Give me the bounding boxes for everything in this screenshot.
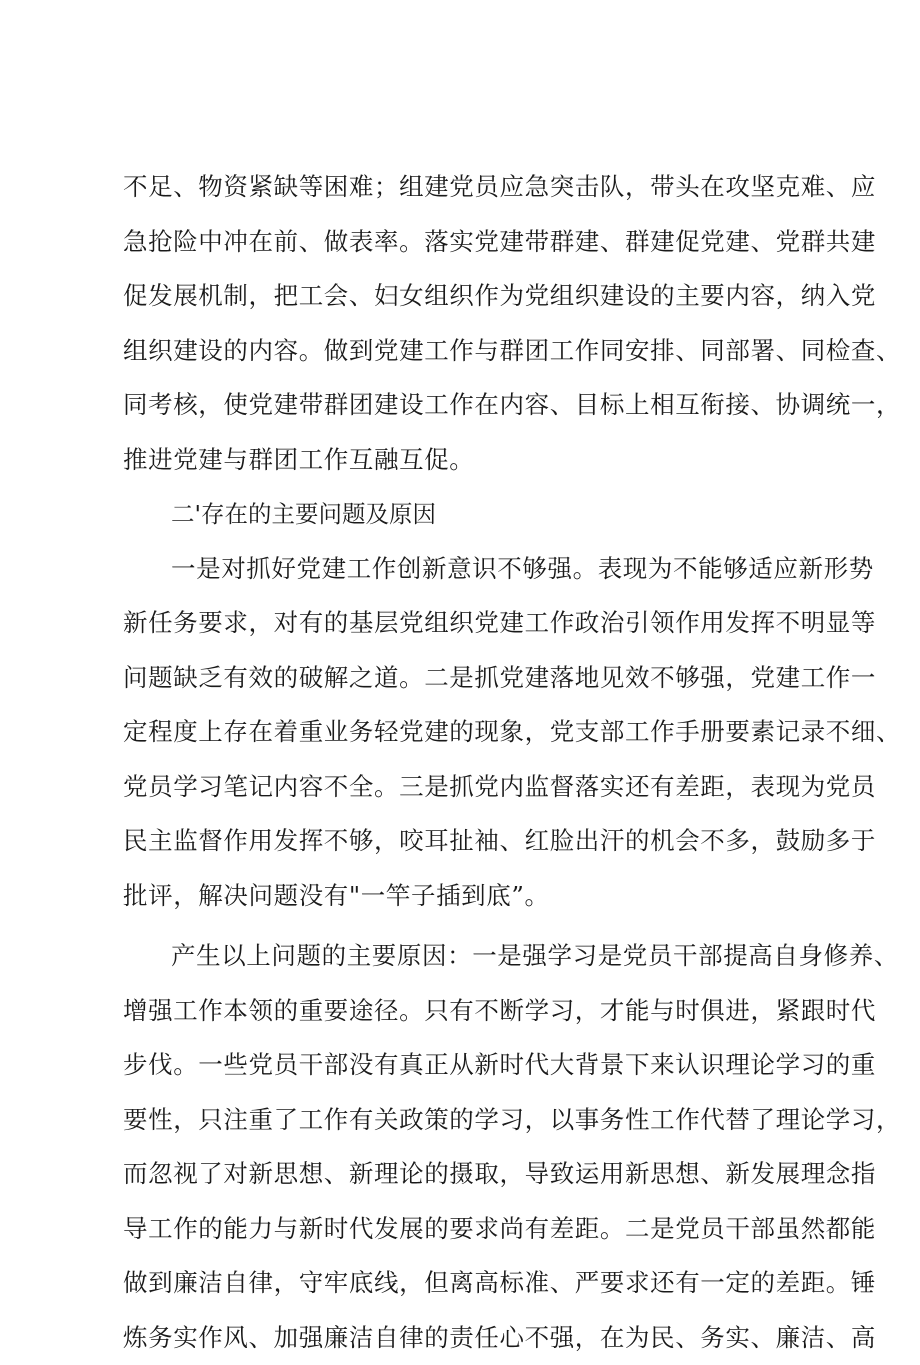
text-line: 要性，只注重了工作有关政策的学习，以事务性工作代替了理论学习， [123, 1093, 823, 1148]
text-line: 新任务要求，对有的基层党组织党建工作政治引领作用发挥不明显等 [123, 596, 823, 651]
text-line: 组织建设的内容。做到党建工作与群团工作同安排、同部署、同检查、 [123, 324, 823, 379]
paragraph-problems [123, 542, 823, 924]
text-line: 促发展机制，把工会、妇女组织作为党组织建设的主要内容，纳入党 [123, 269, 823, 324]
text-line: 同考核，使党建带群团建设工作在内容、目标上相互衔接、协调统一， [123, 378, 823, 433]
text-line: 不足、物资紧缺等困难；组建党员应急突击队，带头在攻坚克难、应 [123, 160, 823, 215]
section-heading: 二'存在的主要问题及原因 [171, 487, 823, 542]
text-line: 炼务实作风、加强廉洁自律的责任心不强，在为民、务实、廉洁、高 [123, 1311, 823, 1365]
text-line: 增强工作本领的重要途径。只有不断学习，才能与时俱进，紧跟时代 [123, 984, 823, 1039]
text-line: 产生以上问题的主要原因：一是强学习是党员干部提高自身修养、 [123, 929, 823, 984]
text-line: 民主监督作用发挥不够，咬耳扯袖、红脸出汗的机会不多，鼓励多于 [123, 814, 823, 869]
text-line: 定程度上存在着重业务轻党建的现象，党支部工作手册要素记录不细、 [123, 705, 823, 760]
paragraph-intro [123, 160, 823, 487]
text-line: 推进党建与群团工作互融互促。 [123, 433, 823, 488]
text-line: 做到廉洁自律，守牢底线，但离高标准、严要求还有一定的差距。锤 [123, 1256, 823, 1311]
text-line: 而忽视了对新思想、新理论的摄取，导致运用新思想、新发展理念指 [123, 1147, 823, 1202]
text-line: 急抢险中冲在前、做表率。落实党建带群建、群建促党建、党群共建 [123, 215, 823, 270]
text-line: 导工作的能力与新时代发展的要求尚有差距。二是党员干部虽然都能 [123, 1202, 823, 1257]
text-line: 一是对抓好党建工作创新意识不够强。表现为不能够适应新形势 [123, 542, 823, 597]
text-line: 批评，解决问题没有"一竿子插到底”。 [123, 869, 823, 924]
text-line: 党员学习笔记内容不全。三是抓党内监督落实还有差距，表现为党员 [123, 760, 823, 815]
paragraph-causes [123, 929, 823, 1365]
document-page [123, 160, 823, 1365]
text-line: 问题缺乏有效的破解之道。二是抓党建落地见效不够强，党建工作一 [123, 651, 823, 706]
text-line: 步伐。一些党员干部没有真正从新时代大背景下来认识理论学习的重 [123, 1038, 823, 1093]
